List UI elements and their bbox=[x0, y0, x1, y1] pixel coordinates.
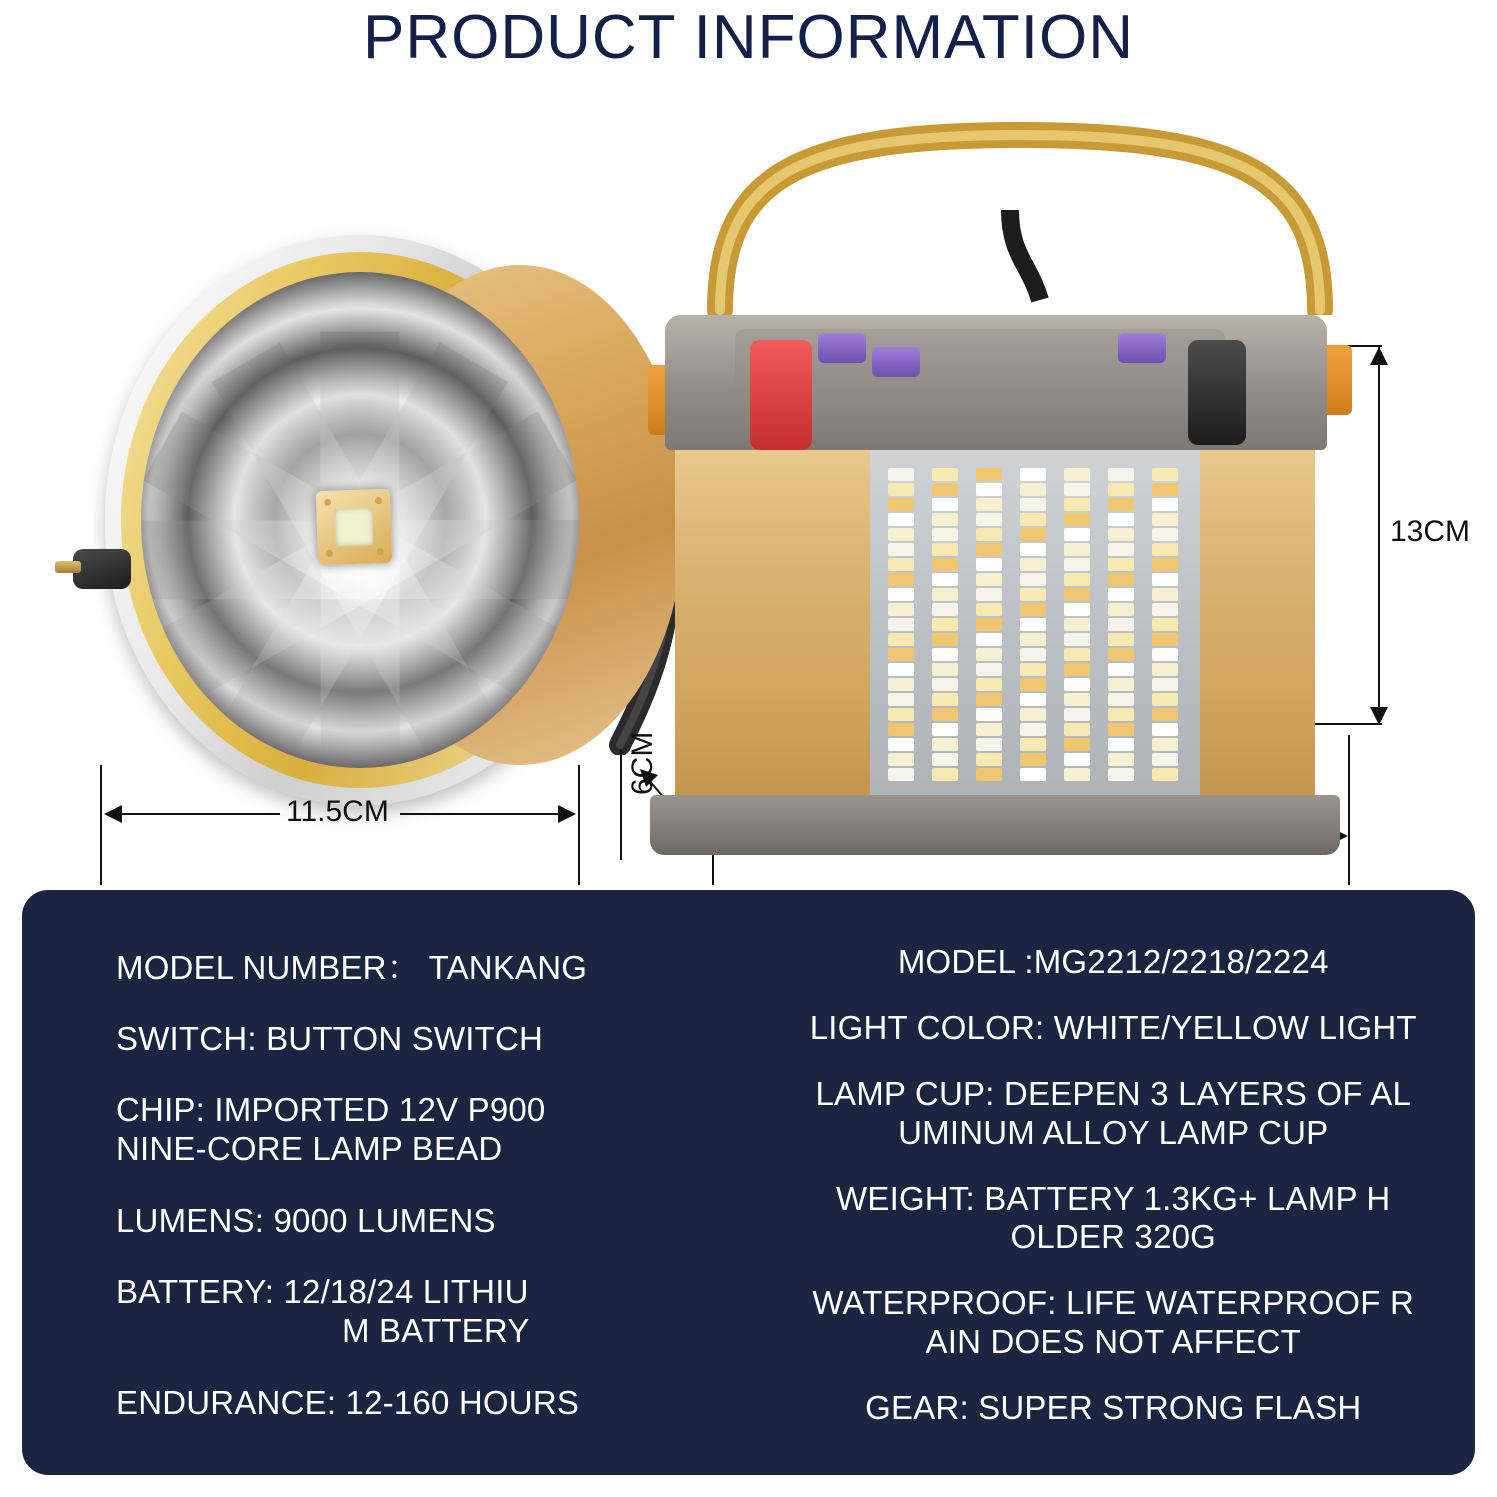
spec-model: MODEL :MG2212/2218/2224 bbox=[897, 942, 1329, 980]
led-cell bbox=[932, 648, 958, 661]
led-cell bbox=[1020, 468, 1046, 481]
led-cell bbox=[1108, 648, 1134, 661]
dimension-label-pack-height: 13CM bbox=[1390, 515, 1471, 548]
led-cell bbox=[888, 558, 914, 571]
spec-battery-line2: M BATTERY bbox=[341, 1312, 530, 1350]
led-column bbox=[888, 468, 914, 782]
spec-weight-line2: OLDER 320G bbox=[1010, 1218, 1217, 1256]
led-cell bbox=[932, 603, 958, 616]
spec-weight-line1: WEIGHT: BATTERY 1.3KG+ LAMP H bbox=[836, 1179, 1391, 1217]
led-cell bbox=[1152, 498, 1178, 511]
led-cell bbox=[1020, 738, 1046, 751]
reflector-lamp-cup bbox=[55, 170, 675, 790]
led-cell bbox=[1020, 723, 1046, 736]
led-column bbox=[1108, 468, 1134, 782]
led-cell bbox=[888, 768, 914, 781]
led-cell bbox=[888, 603, 914, 616]
spec-lamp-cup-line2: UMINUM ALLOY LAMP CUP bbox=[898, 1113, 1329, 1151]
led-cell bbox=[1108, 528, 1134, 541]
page-title: PRODUCT INFORMATION bbox=[362, 3, 1135, 72]
led-cell bbox=[888, 513, 914, 526]
led-column bbox=[932, 468, 958, 782]
led-cell bbox=[888, 693, 914, 706]
led-cell bbox=[888, 618, 914, 631]
led-cell bbox=[976, 663, 1002, 676]
led-cell bbox=[932, 588, 958, 601]
led-emitter-icon bbox=[316, 489, 393, 566]
led-cell bbox=[1152, 558, 1178, 571]
led-cell bbox=[888, 648, 914, 661]
led-column bbox=[1020, 468, 1046, 782]
led-cell bbox=[888, 663, 914, 676]
spec-lumens: LUMENS: 9000 LUMENS bbox=[116, 1201, 496, 1239]
dimension-label-lamp-diameter: 11.5CM bbox=[286, 795, 389, 828]
led-cell bbox=[888, 753, 914, 766]
terminal-nut-left2 bbox=[872, 347, 920, 377]
led-cell bbox=[932, 708, 958, 721]
carry-handle-icon bbox=[680, 115, 1360, 315]
led-cell bbox=[1108, 723, 1134, 736]
led-cell bbox=[1108, 753, 1134, 766]
spec-waterproof-line2: AIN DOES NOT AFFECT bbox=[925, 1323, 1301, 1361]
led-panel bbox=[870, 450, 1200, 800]
led-cell bbox=[1108, 708, 1134, 721]
spec-lamp-cup-line1: LAMP CUP: DEEPEN 3 LAYERS OF AL bbox=[815, 1074, 1412, 1112]
led-cell bbox=[1064, 693, 1090, 706]
led-cell bbox=[888, 498, 914, 511]
led-cell bbox=[1152, 603, 1178, 616]
led-cell bbox=[976, 483, 1002, 496]
led-cell bbox=[1064, 723, 1090, 736]
led-cell bbox=[1152, 738, 1178, 751]
dimension-label-pack-depth: 6CM bbox=[626, 731, 659, 795]
spec-gear: GEAR: SUPER STRONG FLASH bbox=[865, 1389, 1362, 1427]
pack-base bbox=[650, 795, 1340, 855]
led-cell bbox=[1064, 678, 1090, 691]
led-cell bbox=[1152, 588, 1178, 601]
led-cell bbox=[1152, 513, 1178, 526]
led-cell bbox=[1064, 528, 1090, 541]
led-cell bbox=[976, 753, 1002, 766]
led-cell bbox=[1020, 543, 1046, 556]
led-cell bbox=[1064, 618, 1090, 631]
led-cell bbox=[1064, 498, 1090, 511]
led-cell bbox=[976, 558, 1002, 571]
specification-panel bbox=[22, 890, 1475, 1475]
led-cell bbox=[1020, 633, 1046, 646]
led-cell bbox=[932, 483, 958, 496]
led-cell bbox=[888, 588, 914, 601]
led-cell bbox=[1064, 468, 1090, 481]
led-cell bbox=[932, 618, 958, 631]
led-cell bbox=[1152, 678, 1178, 691]
led-cell bbox=[1020, 753, 1046, 766]
led-cell bbox=[932, 498, 958, 511]
led-cell bbox=[1152, 543, 1178, 556]
led-cell bbox=[1020, 588, 1046, 601]
led-column bbox=[1064, 468, 1090, 782]
spec-column-left bbox=[40, 916, 770, 1455]
spec-chip-line2: NINE-CORE LAMP BEAD bbox=[116, 1130, 503, 1168]
led-cell bbox=[1152, 663, 1178, 676]
led-cell bbox=[888, 678, 914, 691]
led-cell bbox=[1108, 498, 1134, 511]
led-cell bbox=[1152, 648, 1178, 661]
led-column bbox=[1152, 468, 1178, 782]
led-cell bbox=[976, 768, 1002, 781]
led-cell bbox=[976, 468, 1002, 481]
led-cell bbox=[1152, 633, 1178, 646]
led-cell bbox=[976, 618, 1002, 631]
led-cell bbox=[1020, 768, 1046, 781]
led-cell bbox=[1064, 573, 1090, 586]
led-cell bbox=[1064, 708, 1090, 721]
led-cell bbox=[932, 678, 958, 691]
led-cell bbox=[1020, 708, 1046, 721]
led-cell bbox=[1108, 768, 1134, 781]
led-cell bbox=[1108, 633, 1134, 646]
led-cell bbox=[888, 708, 914, 721]
led-cell bbox=[1020, 513, 1046, 526]
led-cell bbox=[1064, 483, 1090, 496]
led-cell bbox=[1020, 693, 1046, 706]
led-cell bbox=[1108, 618, 1134, 631]
led-cell bbox=[932, 753, 958, 766]
led-cell bbox=[1152, 723, 1178, 736]
led-cell bbox=[888, 483, 914, 496]
spec-battery-line1: BATTERY: 12/18/24 LITHIU bbox=[116, 1273, 529, 1311]
led-cell bbox=[1064, 753, 1090, 766]
led-cell bbox=[1152, 618, 1178, 631]
led-cell bbox=[932, 693, 958, 706]
terminal-nut-left bbox=[818, 333, 866, 363]
led-cell bbox=[1064, 663, 1090, 676]
led-cell bbox=[1064, 588, 1090, 601]
led-cell bbox=[932, 468, 958, 481]
led-cell bbox=[1108, 513, 1134, 526]
led-cell bbox=[888, 468, 914, 481]
led-cell bbox=[976, 603, 1002, 616]
led-cell bbox=[1152, 528, 1178, 541]
spec-column-right bbox=[770, 916, 1458, 1455]
battery-light-pack bbox=[640, 115, 1400, 875]
led-cell bbox=[1152, 483, 1178, 496]
led-cell bbox=[976, 498, 1002, 511]
led-cell bbox=[888, 573, 914, 586]
led-cell bbox=[1152, 708, 1178, 721]
negative-terminal bbox=[1188, 340, 1246, 445]
led-cell bbox=[976, 573, 1002, 586]
led-cell bbox=[1108, 678, 1134, 691]
led-cell bbox=[932, 558, 958, 571]
led-cell bbox=[932, 633, 958, 646]
led-cell bbox=[1108, 603, 1134, 616]
led-cell bbox=[888, 723, 914, 736]
spec-model-number: MODEL NUMBER： TANKANG bbox=[116, 948, 588, 986]
led-cell bbox=[1020, 618, 1046, 631]
spec-switch: SWITCH: BUTTON SWITCH bbox=[116, 1019, 544, 1057]
led-cell bbox=[976, 528, 1002, 541]
positive-terminal bbox=[750, 340, 812, 450]
spec-light-color: LIGHT COLOR: WHITE/YELLOW LIGHT bbox=[809, 1008, 1417, 1046]
led-cell bbox=[976, 648, 1002, 661]
led-cell bbox=[888, 633, 914, 646]
led-cell bbox=[1108, 573, 1134, 586]
led-cell bbox=[1108, 663, 1134, 676]
led-cell bbox=[932, 768, 958, 781]
terminal-nut-right bbox=[1118, 333, 1166, 363]
led-cell bbox=[1020, 498, 1046, 511]
led-cell bbox=[1108, 558, 1134, 571]
led-cell bbox=[976, 633, 1002, 646]
led-cell bbox=[1064, 768, 1090, 781]
led-cell bbox=[1064, 738, 1090, 751]
spec-chip-line1: CHIP: IMPORTED 12V P900 bbox=[116, 1091, 546, 1129]
led-cell bbox=[932, 543, 958, 556]
led-cell bbox=[932, 663, 958, 676]
led-cell bbox=[1108, 468, 1134, 481]
spec-endurance: ENDURANCE: 12-160 HOURS bbox=[116, 1383, 580, 1421]
led-cell bbox=[1108, 543, 1134, 556]
led-cell bbox=[1020, 483, 1046, 496]
product-photo-area bbox=[0, 95, 1497, 885]
led-cell bbox=[1152, 693, 1178, 706]
led-cell bbox=[1064, 633, 1090, 646]
led-cell bbox=[1152, 753, 1178, 766]
led-cell bbox=[1020, 663, 1046, 676]
led-cell bbox=[976, 513, 1002, 526]
led-cell bbox=[1108, 588, 1134, 601]
led-cell bbox=[932, 528, 958, 541]
spec-waterproof-line1: WATERPROOF: LIFE WATERPROOF R bbox=[812, 1284, 1415, 1322]
led-cell bbox=[976, 723, 1002, 736]
led-cell bbox=[932, 738, 958, 751]
led-cell bbox=[1108, 693, 1134, 706]
led-cell bbox=[1108, 483, 1134, 496]
led-cell bbox=[932, 513, 958, 526]
led-cell bbox=[1020, 558, 1046, 571]
led-cell bbox=[1152, 573, 1178, 586]
led-cell bbox=[888, 738, 914, 751]
led-cell bbox=[1020, 528, 1046, 541]
led-cell bbox=[1020, 678, 1046, 691]
led-cell bbox=[976, 543, 1002, 556]
led-cell bbox=[976, 738, 1002, 751]
led-cell bbox=[976, 693, 1002, 706]
led-cell bbox=[1108, 738, 1134, 751]
led-cell bbox=[1064, 603, 1090, 616]
led-column bbox=[976, 468, 1002, 782]
led-cell bbox=[932, 723, 958, 736]
led-cell bbox=[1064, 648, 1090, 661]
led-cell bbox=[1020, 603, 1046, 616]
lamp-connector bbox=[55, 545, 151, 591]
led-cell bbox=[1064, 558, 1090, 571]
led-cell bbox=[976, 588, 1002, 601]
led-cell bbox=[1020, 573, 1046, 586]
led-cell bbox=[976, 708, 1002, 721]
led-cell bbox=[888, 543, 914, 556]
led-cell bbox=[888, 528, 914, 541]
led-cell bbox=[976, 678, 1002, 691]
led-cell bbox=[1064, 543, 1090, 556]
led-cell bbox=[1020, 648, 1046, 661]
led-cell bbox=[932, 573, 958, 586]
led-cell bbox=[1152, 768, 1178, 781]
led-cell bbox=[1064, 513, 1090, 526]
led-cell bbox=[1152, 468, 1178, 481]
